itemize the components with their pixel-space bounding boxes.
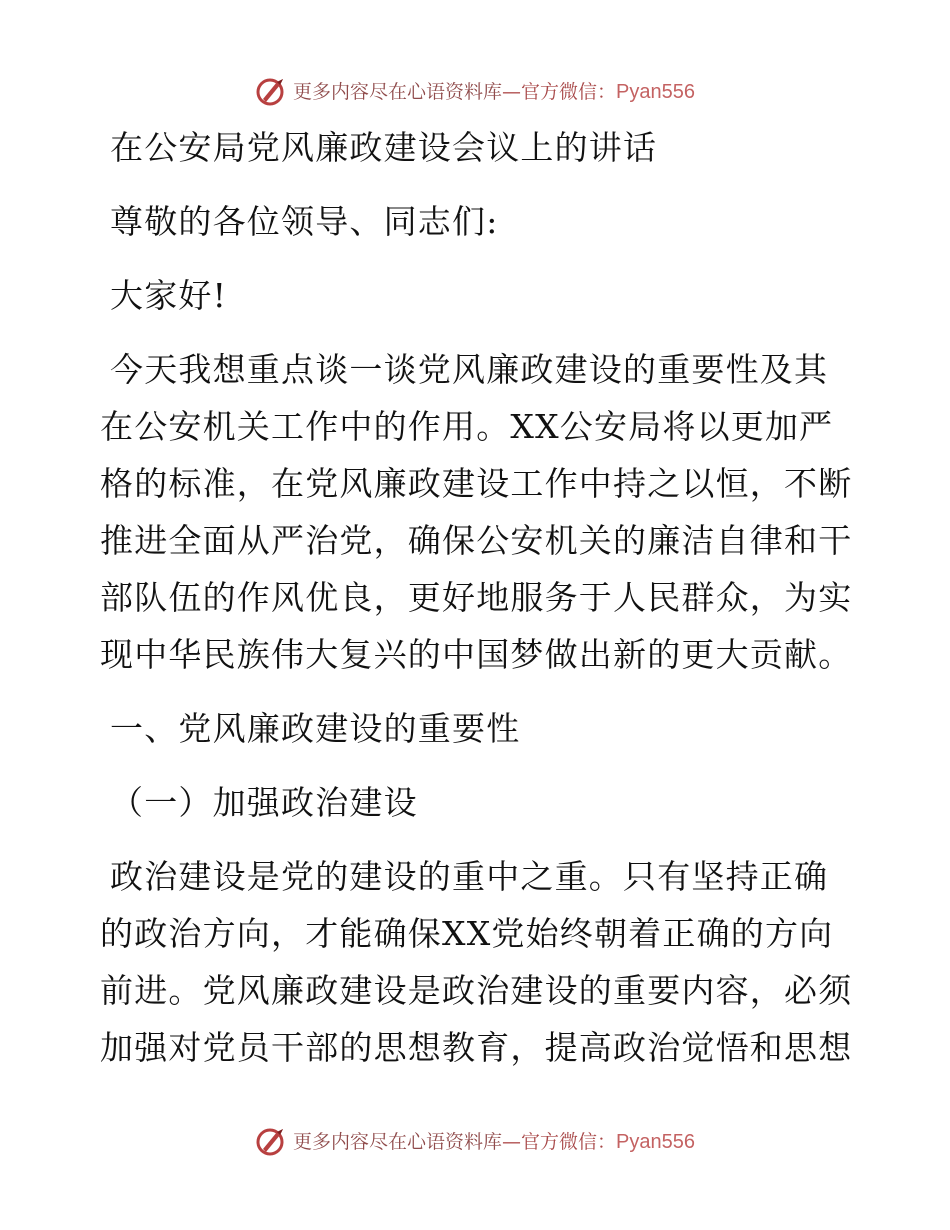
salutation: 尊敬的各位领导、同志们: xyxy=(110,202,499,241)
watermark-wechat-label: 官方微信： xyxy=(521,80,617,103)
spacer xyxy=(100,683,860,700)
spacer xyxy=(100,831,860,848)
document-body xyxy=(100,119,860,1076)
watermark-library-text: 更多内容尽在心语资料库 xyxy=(293,80,503,103)
section-heading: 一、党风廉政建设的重要性 xyxy=(110,709,521,748)
header-watermark-banner xyxy=(0,70,950,110)
watermark-separator: — xyxy=(502,1130,522,1153)
spacer xyxy=(100,250,860,267)
watermark-wechat-id: Pyan556 xyxy=(616,1130,695,1153)
watermark-text xyxy=(293,77,695,104)
intro-paragraph: 今天我想重点谈一谈党风廉政建设的重要性及其在公安机关工作中的作用。XX公安局将以更加严格的标准，在党风廉政建设工作中持之以恒，不断推进全面从严治党，确保公安机关的廉洁自律和干部队伍的作风优良，更好地服务于人民群众，为实现中华民族伟大复兴的中国梦做出新的更大贡献。 xyxy=(100,350,853,674)
document-title: 在公安局党风廉政建设会议上的讲话 xyxy=(110,128,658,167)
pen-nib-logo-icon xyxy=(255,73,289,107)
watermark-library-text: 更多内容尽在心语资料库 xyxy=(293,1130,503,1153)
watermark-text xyxy=(293,1127,695,1154)
pen-nib-logo-icon xyxy=(255,1123,289,1157)
watermark-wechat-label: 官方微信： xyxy=(521,1130,617,1153)
spacer xyxy=(100,757,860,774)
watermark-wechat-id: Pyan556 xyxy=(616,80,695,103)
subsection-body-paragraph: 政治建设是党的建设的重中之重。只有坚持正确的政治方向，才能确保XX党始终朝着正确的方向前进。党风廉政建设是政治建设的重要内容，必须加强对党员干部的思想教育，提高政治觉悟和思想 xyxy=(100,857,853,1067)
greeting: 大家好! xyxy=(110,276,228,315)
spacer xyxy=(100,324,860,341)
subsection-heading: （一）加强政治建设 xyxy=(110,783,418,822)
watermark-separator: — xyxy=(502,80,522,103)
footer-watermark-banner xyxy=(0,1120,950,1160)
spacer xyxy=(100,176,860,193)
